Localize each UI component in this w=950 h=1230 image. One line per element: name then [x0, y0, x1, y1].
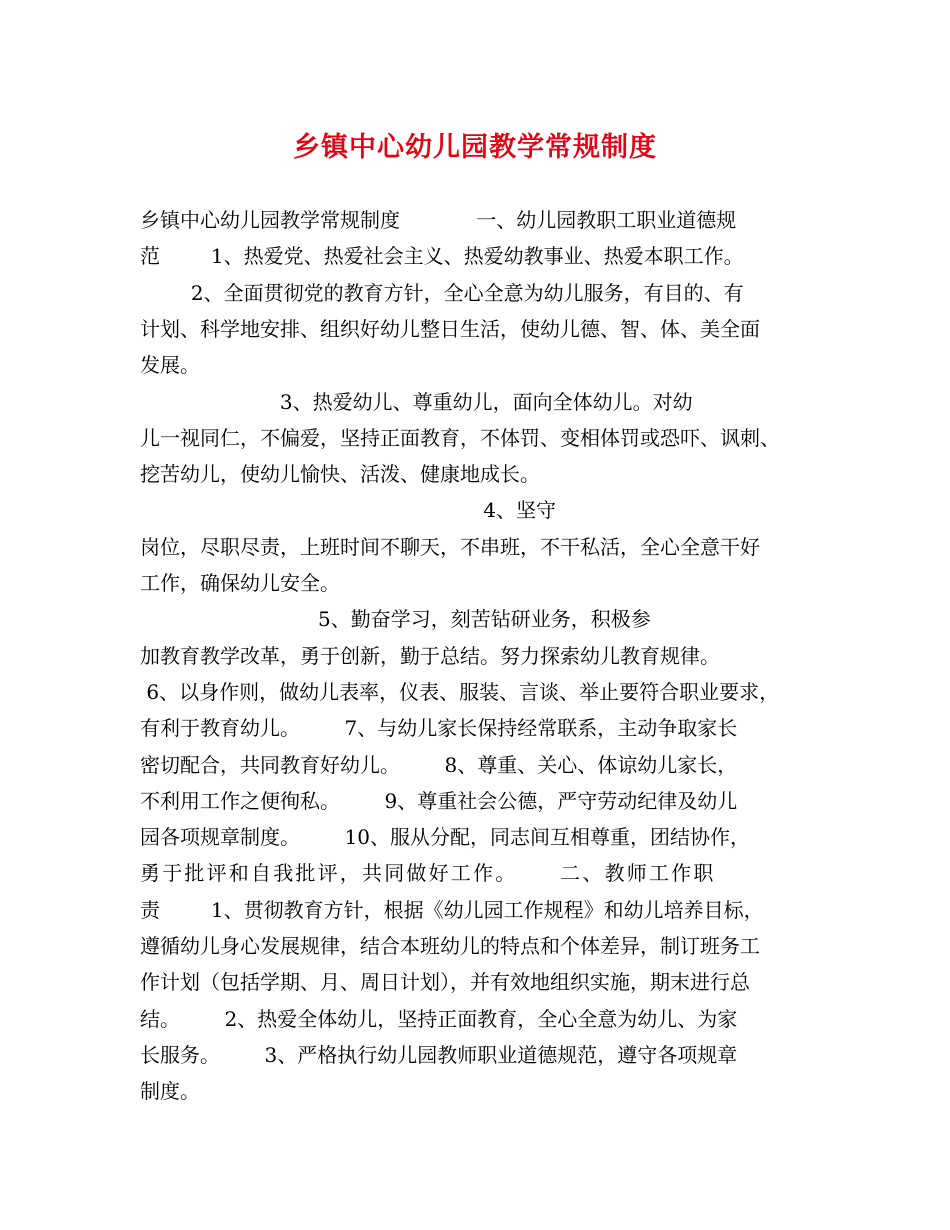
body-line: 有利于教育幼儿。 7、与幼儿家长保持经常联系，主动争取家长: [140, 716, 738, 741]
body-line: 制度。: [140, 1079, 200, 1104]
body-line: 责 1、贯彻教育方针，根据《幼儿园工作规程》和幼儿培养目标，: [140, 897, 764, 922]
body-line: 发展。: [140, 353, 200, 378]
body-line: 加教育教学改革，勇于创新，勤于总结。努力探索幼儿教育规律。: [140, 643, 720, 668]
body-line: 乡镇中心幼儿园教学常规制度 一、幼儿园教职工职业道德规: [140, 208, 737, 232]
body-line: 岗位，尽职尽责，上班时间不聊天，不串班，不干私活，全心全意干好: [140, 534, 760, 559]
body-line: 不利用工作之便徇私。 9、尊重社会公德，严守劳动纪律及幼儿: [140, 788, 738, 813]
body-line: 儿一视同仁，不偏爱，坚持正面教育，不体罚、变相体罚或恐吓、讽刺、: [140, 425, 780, 450]
body-line: 长服务。 3、严格执行幼儿园教师职业道德规范，遵守各项规章: [140, 1042, 738, 1067]
body-line: 工作，确保幼儿安全。: [140, 571, 340, 595]
body-line: 范 1、热爱党、热爱社会主义、热爱幼教事业、热爱本职工作。: [140, 244, 744, 269]
body-line: 结。 2、热爱全体幼儿，坚持正面教育，全心全意为幼儿、为家: [140, 1006, 738, 1031]
body-line: 3、热爱幼儿、尊重幼儿，面向全体幼儿。对幼: [140, 389, 693, 414]
body-line: 4、坚守: [140, 498, 557, 523]
body-line: 计划、科学地安排、组织好幼儿整日生活，使幼儿德、智、体、美全面: [140, 316, 760, 341]
body-line: 挖苦幼儿，使幼儿愉快、活泼、健康地成长。: [140, 462, 540, 487]
body-line: 6、以身作则，做幼儿表率，仪表、服装、言谈、举止要符合职业要求，: [140, 679, 780, 704]
body-line: 密切配合，共同教育好幼儿。 8、尊重、关心、体谅幼儿家长，: [140, 752, 738, 777]
body-line: 作计划（包括学期、月、周日计划），并有效地组织实施，期末进行总: [140, 970, 750, 995]
body-line: 遵循幼儿身心发展规律，结合本班幼儿的特点和个体差异，制订班务工: [140, 934, 760, 958]
document-title: 乡镇中心幼儿园教学常规制度: [293, 132, 657, 163]
body-line: 园各项规章制度。 10、服从分配，同志间互相尊重，团结协作，: [140, 825, 750, 850]
body-line: 勇于批评和自我批评，共同做好工作。 二、教师工作职: [140, 861, 716, 886]
body-line: 2、全面贯彻党的教育方针，全心全意为幼儿服务，有目的、有: [140, 280, 744, 305]
body-line: 5、勤奋学习，刻苦钻研业务，积极参: [140, 607, 651, 632]
